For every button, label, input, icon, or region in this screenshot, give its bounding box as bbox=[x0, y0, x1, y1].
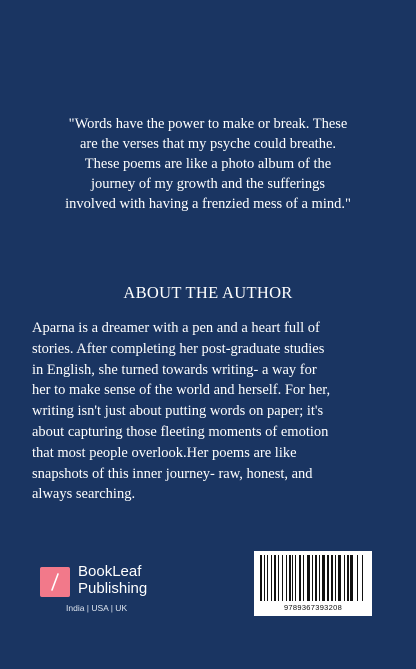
bio-line: stories. After completing her post-graduate studies bbox=[32, 340, 325, 357]
bio-line: snapshots of this inner journey- raw, honest, and bbox=[32, 465, 313, 482]
barcode-bar bbox=[331, 555, 333, 601]
barcode-bar bbox=[319, 555, 320, 601]
barcode-bar bbox=[327, 555, 329, 601]
barcode-bar bbox=[350, 555, 353, 601]
barcode-bar bbox=[303, 555, 304, 601]
barcode-bar bbox=[282, 555, 283, 601]
author-bio bbox=[32, 318, 392, 505]
back-cover-quote bbox=[40, 114, 376, 214]
publisher-tagline: India | USA | UK bbox=[66, 603, 128, 613]
barcode-bar bbox=[362, 555, 363, 601]
barcode-bar bbox=[344, 555, 345, 601]
barcode-bars bbox=[258, 555, 368, 601]
bio-line: that most people overlook.Her poems are like bbox=[32, 444, 297, 461]
bio-line: Aparna is a dreamer with a pen and a heart full of bbox=[32, 320, 320, 336]
barcode-bar bbox=[357, 555, 358, 601]
barcode-bar bbox=[274, 555, 276, 601]
barcode-bar bbox=[335, 555, 336, 601]
bio-line: her to make sense of the world and herself. For her, bbox=[32, 382, 331, 399]
bio-line: in English, she turned towards writing- a way for bbox=[32, 361, 317, 378]
isbn-number: 9789367393208 bbox=[283, 603, 343, 612]
publisher-name bbox=[78, 563, 188, 597]
barcode-bar bbox=[299, 555, 301, 601]
barcode-bar bbox=[292, 555, 293, 601]
quote-line: involved with having a frenzied mess of a mind." bbox=[65, 196, 351, 212]
barcode-bar bbox=[267, 555, 268, 601]
about-author-heading: ABOUT THE AUTHOR bbox=[123, 283, 293, 302]
bio-line: always searching. bbox=[32, 486, 136, 503]
bio-line: writing isn't just about putting words on paper; it's bbox=[32, 403, 324, 420]
barcode-bar bbox=[347, 555, 349, 601]
barcode-bar bbox=[278, 555, 279, 601]
quote-line: These poems are like a photo album of the bbox=[84, 156, 332, 172]
barcode-bar bbox=[322, 555, 325, 601]
barcode-bar bbox=[264, 555, 265, 601]
barcode-bar bbox=[286, 555, 287, 601]
barcode-bar bbox=[307, 555, 310, 601]
barcode-bar bbox=[315, 555, 317, 601]
bio-line: about capturing those fleeting moments of emotion bbox=[32, 423, 329, 440]
publisher-name-line1: BookLeaf bbox=[78, 563, 142, 580]
barcode-bar bbox=[295, 555, 296, 601]
quote-line: journey of my growth and the sufferings bbox=[90, 176, 326, 192]
isbn-barcode bbox=[254, 551, 372, 616]
barcode-bar bbox=[260, 555, 262, 601]
slash-logo-icon bbox=[40, 567, 70, 597]
barcode-bar bbox=[312, 555, 313, 601]
quote-line: "Words have the power to make or break. These bbox=[68, 116, 348, 132]
publisher-name-line2: Publishing bbox=[78, 580, 148, 597]
quote-line: are the verses that my psyche could breathe. bbox=[79, 136, 337, 152]
barcode-bar bbox=[289, 555, 291, 601]
barcode-bar bbox=[338, 555, 341, 601]
barcode-bar bbox=[271, 555, 272, 601]
